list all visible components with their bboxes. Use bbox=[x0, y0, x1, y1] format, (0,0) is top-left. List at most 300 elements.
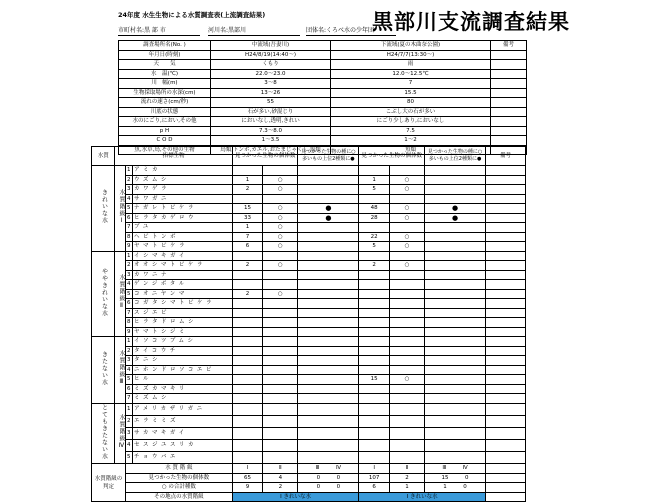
top2-mark-down bbox=[425, 242, 486, 252]
quality-class-label bbox=[115, 403, 126, 464]
quality-class-text: 水質階級Ⅳ bbox=[117, 413, 125, 450]
note-cell bbox=[486, 289, 526, 299]
summary-value-cell: くもり bbox=[211, 60, 331, 70]
indicator-row bbox=[92, 223, 526, 233]
summary-value-cell bbox=[491, 117, 527, 127]
indicator-row bbox=[92, 289, 526, 299]
quality-group-text: とてもきたない水 bbox=[100, 403, 108, 460]
found-mark-mid: ○ bbox=[263, 213, 298, 223]
found-mark-mid bbox=[263, 166, 298, 176]
organism-name: ニホンドロソコエビ bbox=[133, 365, 233, 375]
total-count-mid: 4 bbox=[263, 473, 298, 483]
organism-name: エラミミズ bbox=[133, 415, 233, 427]
top2-mark-down: ● bbox=[425, 204, 486, 214]
note-cell bbox=[486, 327, 526, 337]
summary-label-cell: 魚,水草,鳥,その他の生物 bbox=[119, 145, 211, 155]
summary-value-cell bbox=[491, 79, 527, 89]
found-mark-mid bbox=[263, 346, 298, 356]
top2-mark-down bbox=[425, 356, 486, 366]
count-mid bbox=[232, 280, 262, 290]
quality-header: 水質 bbox=[92, 147, 115, 166]
class-header-down: Ⅰ bbox=[359, 464, 389, 474]
count-mid bbox=[232, 356, 262, 366]
top2-mark-mid bbox=[298, 194, 359, 204]
result-mid: Ⅰ きれいな水 bbox=[232, 492, 359, 502]
organism-name: ヤマトビケラ bbox=[133, 242, 233, 252]
indicator-header-row bbox=[92, 147, 526, 166]
quality-group-label bbox=[92, 337, 115, 404]
summary-value-cell bbox=[491, 126, 527, 136]
quality-class-label bbox=[115, 251, 126, 337]
indicator-row bbox=[92, 427, 526, 439]
top2-mark-mid bbox=[298, 251, 359, 261]
summary-header-cell: 調査場所名(No. ) bbox=[119, 41, 211, 51]
quality-group-text: きれいな水 bbox=[100, 189, 108, 224]
summary-row bbox=[119, 69, 527, 79]
organism-number: 7 bbox=[126, 394, 133, 404]
count-mid bbox=[232, 365, 262, 375]
summary-value-cell: H24/8/19(14:40〜) bbox=[211, 50, 331, 60]
organism-name: ヒラタドロムシ bbox=[133, 318, 233, 328]
o-total-down: 6 bbox=[359, 483, 389, 493]
found-mark-down: ○ bbox=[389, 232, 424, 242]
summary-value-cell bbox=[491, 136, 527, 146]
top2-mark-mid bbox=[298, 403, 359, 415]
found-mark-mid bbox=[263, 384, 298, 394]
indicator-row bbox=[92, 232, 526, 242]
note-cell bbox=[486, 394, 526, 404]
note-cell bbox=[486, 299, 526, 309]
top2-mark-down bbox=[425, 451, 486, 463]
top2-mark-mid bbox=[298, 415, 359, 427]
top2-mark-mid bbox=[298, 185, 359, 195]
found-mark-mid bbox=[263, 337, 298, 347]
indicator-table bbox=[91, 146, 526, 502]
note-cell bbox=[486, 375, 526, 385]
found-mark-down bbox=[389, 270, 424, 280]
summary-row bbox=[119, 60, 527, 70]
organism-name: セスジユスリカ bbox=[133, 439, 233, 451]
count-down bbox=[359, 289, 389, 299]
organism-number: 6 bbox=[126, 384, 133, 394]
indicator-row bbox=[92, 175, 526, 185]
summary-row bbox=[119, 50, 527, 60]
top2-mark-mid bbox=[298, 394, 359, 404]
summary-label-cell: C O D bbox=[119, 136, 211, 146]
top2-mark-down bbox=[425, 223, 486, 233]
summary-value-cell: 石が多い,砂混じり bbox=[211, 107, 331, 117]
summary-row bbox=[119, 136, 527, 146]
total-count-mid: 0 0 bbox=[298, 473, 359, 483]
summary-value-cell: こぶし大の石が多い bbox=[331, 107, 491, 117]
note-cell bbox=[486, 365, 526, 375]
found-mark-down bbox=[389, 394, 424, 404]
organism-number: 5 bbox=[126, 204, 133, 214]
note-cell bbox=[486, 451, 526, 463]
found-mark-down bbox=[389, 251, 424, 261]
top2-mark-mid bbox=[298, 451, 359, 463]
count-down bbox=[359, 270, 389, 280]
count-down: 2 bbox=[359, 261, 389, 271]
quality-group-label bbox=[92, 166, 115, 252]
result-label: その地点の水質階級 bbox=[126, 492, 233, 502]
count-mid bbox=[232, 318, 262, 328]
organism-name: カワゲラ bbox=[133, 185, 233, 195]
class-header-mid: Ⅱ bbox=[263, 464, 298, 474]
top2-mark-down bbox=[425, 415, 486, 427]
class-header-down: Ⅲ Ⅳ bbox=[425, 464, 486, 474]
top2-mark-down bbox=[425, 403, 486, 415]
indicator-row bbox=[92, 242, 526, 252]
class-header-down: Ⅱ bbox=[389, 464, 424, 474]
quality-group-text: ややきれいな水 bbox=[100, 267, 108, 317]
top2-mark-down bbox=[425, 394, 486, 404]
top2-mark-down bbox=[425, 346, 486, 356]
indicator-row bbox=[92, 451, 526, 463]
note-cell bbox=[486, 337, 526, 347]
count-down bbox=[359, 394, 389, 404]
summary-label-cell: 水 温(℃) bbox=[119, 69, 211, 79]
top2-mark-down bbox=[425, 166, 486, 176]
found-mark-down bbox=[389, 337, 424, 347]
summary-value-cell: 13〜26 bbox=[211, 88, 331, 98]
summary-label-cell: 川底の状態 bbox=[119, 107, 211, 117]
indicator-row bbox=[92, 337, 526, 347]
organism-number: 3 bbox=[126, 270, 133, 280]
organism-number: 7 bbox=[126, 308, 133, 318]
count-down bbox=[359, 427, 389, 439]
organism-name: ヤマトシジミ bbox=[133, 327, 233, 337]
summary-row bbox=[119, 126, 527, 136]
count-mid: 2 bbox=[232, 261, 262, 271]
organism-number: 3 bbox=[126, 356, 133, 366]
summary-table bbox=[118, 40, 527, 155]
summary-value-cell: 1〜3.5 bbox=[211, 136, 331, 146]
top2-mark-mid bbox=[298, 365, 359, 375]
result-row bbox=[92, 492, 526, 502]
quality-group-label bbox=[92, 403, 115, 464]
count-down bbox=[359, 318, 389, 328]
count-down bbox=[359, 365, 389, 375]
total-count-down: 15 0 bbox=[425, 473, 486, 483]
result-down: Ⅰ きれいな水 bbox=[359, 492, 486, 502]
found-mark-mid: ○ bbox=[263, 204, 298, 214]
count-mid bbox=[232, 427, 262, 439]
top2-mark-mid bbox=[298, 242, 359, 252]
organism-number: 1 bbox=[126, 337, 133, 347]
organism-number: 2 bbox=[126, 415, 133, 427]
found-mark-mid: ○ bbox=[263, 223, 298, 233]
count-down bbox=[359, 280, 389, 290]
summary-header-cell: 下流域(夏の木曲奈公園) bbox=[331, 41, 491, 51]
found-header-down: 見つかった生物の個体数 bbox=[359, 147, 425, 166]
found-mark-mid bbox=[263, 251, 298, 261]
found-mark-down bbox=[389, 327, 424, 337]
count-mid bbox=[232, 299, 262, 309]
summary-value-cell: においなし,透明,きれい bbox=[211, 117, 331, 127]
count-mid: 15 bbox=[232, 204, 262, 214]
count-down bbox=[359, 415, 389, 427]
count-down: 1 bbox=[359, 175, 389, 185]
page-title: 黒部川支流調査結果 bbox=[372, 10, 570, 34]
top2-mark-down bbox=[425, 318, 486, 328]
found-mark-down: ○ bbox=[389, 261, 424, 271]
indicator-row bbox=[92, 194, 526, 204]
top2-mark-down bbox=[425, 289, 486, 299]
summary-value-cell: 1〜2 bbox=[331, 136, 491, 146]
indicator-row bbox=[92, 327, 526, 337]
indicator-row bbox=[92, 356, 526, 366]
top2-mark-mid bbox=[298, 299, 359, 309]
summary-label-cell: 天 気 bbox=[119, 60, 211, 70]
count-row bbox=[92, 473, 526, 483]
count-down: 22 bbox=[359, 232, 389, 242]
top2-mark-mid bbox=[298, 166, 359, 176]
top2-mark-mid bbox=[298, 308, 359, 318]
top2-mark-down bbox=[425, 299, 486, 309]
quality-class-text: 水質階級Ⅰ bbox=[117, 188, 125, 225]
summary-header-cell: 備考 bbox=[491, 41, 527, 51]
summary-value-cell: 3〜8 bbox=[211, 79, 331, 89]
found-mark-down: ○ bbox=[389, 185, 424, 195]
count-down bbox=[359, 337, 389, 347]
found-mark-mid: ○ bbox=[263, 175, 298, 185]
found-mark-mid bbox=[263, 327, 298, 337]
indicator-header: 指標生物 bbox=[115, 147, 232, 166]
total-count-mid: 65 bbox=[232, 473, 262, 483]
summary-row bbox=[119, 88, 527, 98]
count-mid bbox=[232, 337, 262, 347]
o-total-down: 1 0 bbox=[425, 483, 486, 493]
summary-label-cell: 流れの速さ(cm/秒) bbox=[119, 98, 211, 108]
organism-number: 4 bbox=[126, 439, 133, 451]
count-mid bbox=[232, 346, 262, 356]
municipality-label: 市町村名:黒 部 市 bbox=[118, 25, 200, 36]
found-mark-down bbox=[389, 346, 424, 356]
top2-mark-down bbox=[425, 270, 486, 280]
found-mark-down bbox=[389, 451, 424, 463]
count-down: 48 bbox=[359, 204, 389, 214]
organism-name: ミズカマキリ bbox=[133, 384, 233, 394]
summary-row bbox=[119, 107, 527, 117]
found-header-mid: 見つかった生物の個体数 bbox=[232, 147, 298, 166]
found-mark-down: ○ bbox=[389, 375, 424, 385]
group-label: 団体名:くろべ水の少年団 bbox=[306, 25, 396, 36]
note-cell bbox=[486, 270, 526, 280]
found-mark-down: ○ bbox=[389, 242, 424, 252]
count-down bbox=[359, 346, 389, 356]
count-mid bbox=[232, 403, 262, 415]
note-cell bbox=[486, 194, 526, 204]
class-header-mid: Ⅰ bbox=[232, 464, 262, 474]
summary-label-cell: p H bbox=[119, 126, 211, 136]
summary-value-cell: 12.0〜12.5℃ bbox=[331, 69, 491, 79]
note-cell bbox=[486, 204, 526, 214]
top2-header-mid: 見つかった生物の種に○多いもの上位2種類に● bbox=[298, 147, 359, 166]
top2-mark-down bbox=[425, 384, 486, 394]
indicator-row bbox=[92, 299, 526, 309]
organism-number: 8 bbox=[126, 232, 133, 242]
top2-mark-down: ● bbox=[425, 213, 486, 223]
page-subtitle: 24年度 水生生物による水質調査表(上流調査結果) bbox=[118, 11, 266, 19]
found-mark-mid bbox=[263, 375, 298, 385]
quality-group-label bbox=[92, 251, 115, 337]
top2-mark-down bbox=[425, 337, 486, 347]
summary-value-cell bbox=[491, 60, 527, 70]
count-down: 15 bbox=[359, 375, 389, 385]
top2-mark-mid bbox=[298, 261, 359, 271]
summary-value-cell: にごり少しあり,においなし bbox=[331, 117, 491, 127]
organism-number: 1 bbox=[126, 403, 133, 415]
organism-number: 1 bbox=[126, 251, 133, 261]
organism-name: タイコウチ bbox=[133, 346, 233, 356]
found-mark-down bbox=[389, 308, 424, 318]
note-cell bbox=[486, 185, 526, 195]
summary-label-cell: 川 幅(m) bbox=[119, 79, 211, 89]
count-mid bbox=[232, 270, 262, 280]
summary-value-cell bbox=[491, 88, 527, 98]
note-cell bbox=[486, 473, 526, 483]
top2-mark-mid bbox=[298, 223, 359, 233]
organism-name: サカマキガイ bbox=[133, 427, 233, 439]
top2-mark-down bbox=[425, 308, 486, 318]
summary-header-cell: 中流域(吾妻川) bbox=[211, 41, 331, 51]
top2-mark-mid: ● bbox=[298, 204, 359, 214]
count-mid bbox=[232, 251, 262, 261]
note-cell bbox=[486, 175, 526, 185]
found-mark-down bbox=[389, 427, 424, 439]
note-cell bbox=[486, 356, 526, 366]
top2-mark-down bbox=[425, 175, 486, 185]
organism-number: 4 bbox=[126, 194, 133, 204]
top2-mark-mid: ● bbox=[298, 213, 359, 223]
note-cell bbox=[486, 483, 526, 493]
found-mark-mid bbox=[263, 308, 298, 318]
found-mark-mid: ○ bbox=[263, 232, 298, 242]
summary-value-cell: 鳥類,トンボ,カエル,おたまじゃくし,魚類 bbox=[211, 145, 331, 155]
count-down bbox=[359, 403, 389, 415]
top2-mark-mid bbox=[298, 289, 359, 299]
count-mid bbox=[232, 394, 262, 404]
count-down: 28 bbox=[359, 213, 389, 223]
indicator-row bbox=[92, 375, 526, 385]
top2-mark-mid bbox=[298, 280, 359, 290]
note-cell bbox=[486, 261, 526, 271]
summary-value-cell: 7 bbox=[331, 79, 491, 89]
organism-number: 5 bbox=[126, 451, 133, 463]
note-cell bbox=[486, 346, 526, 356]
found-mark-mid bbox=[263, 299, 298, 309]
found-mark-mid bbox=[263, 394, 298, 404]
organism-number: 3 bbox=[126, 185, 133, 195]
top2-mark-down bbox=[425, 232, 486, 242]
organism-name: イソコツブムシ bbox=[133, 337, 233, 347]
summary-value-cell: H24/7/7(13:30〜) bbox=[331, 50, 491, 60]
top2-mark-mid bbox=[298, 384, 359, 394]
indicator-row bbox=[92, 251, 526, 261]
indicator-row bbox=[92, 308, 526, 318]
count-down bbox=[359, 166, 389, 176]
quality-class-label bbox=[115, 166, 126, 252]
found-mark-mid bbox=[263, 415, 298, 427]
indicator-row bbox=[92, 166, 526, 176]
count-mid bbox=[232, 415, 262, 427]
organism-number: 4 bbox=[126, 280, 133, 290]
organism-number: 6 bbox=[126, 213, 133, 223]
organism-name: コガタシマトビケラ bbox=[133, 299, 233, 309]
organism-name: ミズムシ bbox=[133, 394, 233, 404]
top2-mark-down bbox=[425, 327, 486, 337]
organism-name: ヘビトンボ bbox=[133, 232, 233, 242]
indicator-row bbox=[92, 403, 526, 415]
class-header-row bbox=[92, 464, 526, 474]
found-mark-mid bbox=[263, 194, 298, 204]
top2-mark-mid bbox=[298, 346, 359, 356]
count-down bbox=[359, 356, 389, 366]
o-total-down: 1 bbox=[389, 483, 424, 493]
o-total-mid: 9 bbox=[232, 483, 262, 493]
top2-mark-mid bbox=[298, 375, 359, 385]
count-mid bbox=[232, 308, 262, 318]
note-cell bbox=[486, 492, 526, 502]
top2-mark-down bbox=[425, 251, 486, 261]
organism-name: ヒラタカゲロウ bbox=[133, 213, 233, 223]
note-cell bbox=[486, 232, 526, 242]
organism-name: スジエビ bbox=[133, 308, 233, 318]
found-mark-mid: ○ bbox=[263, 185, 298, 195]
total-count-down: 2 bbox=[389, 473, 424, 483]
found-mark-down bbox=[389, 223, 424, 233]
summary-header-row bbox=[119, 41, 527, 51]
quality-class-text: 水質階級Ⅱ bbox=[117, 274, 125, 310]
count-mid: 2 bbox=[232, 289, 262, 299]
count-down bbox=[359, 251, 389, 261]
organism-number: 2 bbox=[126, 261, 133, 271]
organism-name: ヒル bbox=[133, 375, 233, 385]
organism-name: ゲンジボタル bbox=[133, 280, 233, 290]
summary-value-cell: 55 bbox=[211, 98, 331, 108]
organism-name: タニシ bbox=[133, 356, 233, 366]
count-mid bbox=[232, 327, 262, 337]
found-mark-down bbox=[389, 289, 424, 299]
found-mark-mid bbox=[263, 365, 298, 375]
summary-value-cell: 80 bbox=[331, 98, 491, 108]
organism-name: サワガニ bbox=[133, 194, 233, 204]
found-mark-mid bbox=[263, 280, 298, 290]
summary-value-cell bbox=[491, 107, 527, 117]
top2-mark-down bbox=[425, 375, 486, 385]
found-mark-mid bbox=[263, 318, 298, 328]
found-mark-down: ○ bbox=[389, 204, 424, 214]
note-cell bbox=[486, 464, 526, 474]
organism-number: 5 bbox=[126, 289, 133, 299]
organism-name: コオニヤンマ bbox=[133, 289, 233, 299]
top2-mark-down bbox=[425, 261, 486, 271]
top2-mark-mid bbox=[298, 318, 359, 328]
count-mid: 1 bbox=[232, 223, 262, 233]
summary-value-cell: 7.3〜8.0 bbox=[211, 126, 331, 136]
summary-value-cell: 魚類 bbox=[331, 145, 491, 155]
organism-name: アメリカザリガニ bbox=[133, 403, 233, 415]
top2-header-down: 見つかった生物の種に○多いもの上位2種類に● bbox=[425, 147, 486, 166]
count-mid bbox=[232, 194, 262, 204]
count-down bbox=[359, 384, 389, 394]
summary-label-cell: 生物採取場所の水深(cm) bbox=[119, 88, 211, 98]
note-cell bbox=[486, 213, 526, 223]
found-mark-down bbox=[389, 280, 424, 290]
organism-name: ウズムシ bbox=[133, 175, 233, 185]
count-mid: 33 bbox=[232, 213, 262, 223]
